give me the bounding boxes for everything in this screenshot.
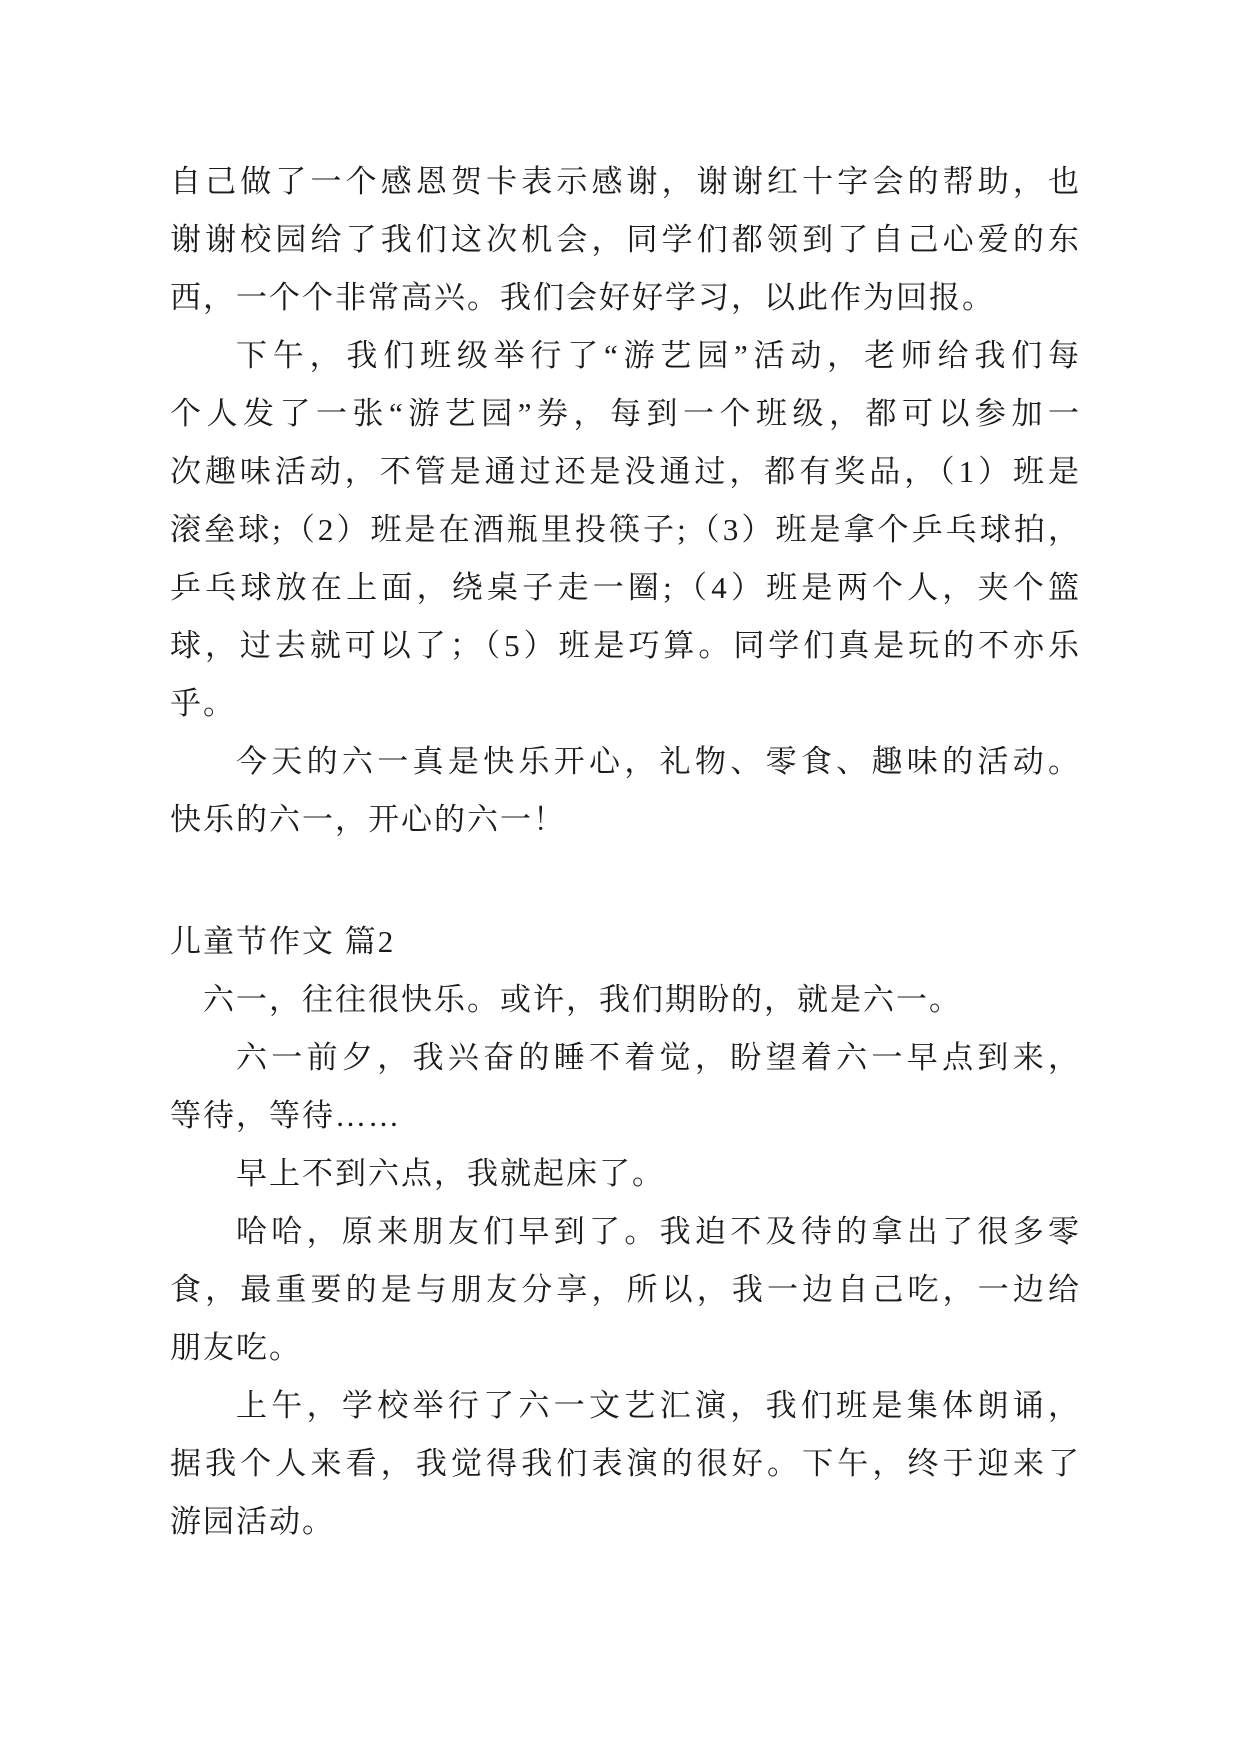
text-line: 次趣味活动，不管是通过还是没通过，都有奖品，（1）班是	[170, 454, 1081, 489]
text-line: 早上不到六点，我就起床了。	[236, 1156, 665, 1191]
essay-paragraph	[170, 1203, 1081, 1377]
essay-paragraph	[170, 1029, 1081, 1145]
text-line: 球，过去就可以了；（5）班是巧算。同学们真是玩的不亦乐	[170, 628, 1081, 663]
text-line: 等待，等待……	[170, 1098, 401, 1133]
text-line: 据我个人来看，我觉得我们表演的很好。下午，终于迎来了	[170, 1446, 1081, 1481]
essay-paragraph	[170, 153, 1081, 327]
text-line: 个人发了一张“游艺园”券，每到一个班级，都可以参加一	[170, 396, 1081, 431]
text-line: 朋友吃。	[170, 1330, 302, 1365]
text-line: 自己做了一个感恩贺卡表示感谢，谢谢红十字会的帮助，也	[170, 164, 1081, 199]
text-line: 乒乓球放在上面，绕桌子走一圈;（4）班是两个人，夹个篮	[170, 570, 1081, 605]
document-content	[170, 153, 1081, 1551]
text-line: 哈哈，原来朋友们早到了。我迫不及待的拿出了很多零	[236, 1214, 1081, 1249]
essay-paragraph	[170, 327, 1081, 733]
text-line: 西，一个个非常高兴。我们会好好学习，以此作为回报。	[170, 280, 995, 315]
text-line: 快乐的六一，开心的六一！	[170, 802, 566, 837]
section-heading: 儿童节作文 篇2	[170, 924, 396, 959]
essay-paragraph	[170, 1145, 1081, 1203]
text-line: 上午，学校举行了六一文艺汇演，我们班是集体朗诵，	[236, 1388, 1081, 1423]
text-line: 下午，我们班级举行了“游艺园”活动，老师给我们每	[236, 338, 1081, 373]
essay-paragraph	[170, 1377, 1081, 1551]
text-line: 食，最重要的是与朋友分享，所以，我一边自己吃，一边给	[170, 1272, 1081, 1307]
text-line: 谢谢校园给了我们这次机会，同学们都领到了自己心爱的东	[170, 222, 1081, 257]
text-line: 乎。	[170, 686, 236, 721]
text-line: 游园活动。	[170, 1504, 335, 1539]
text-line: 滚垒球;（2）班是在酒瓶里投筷子;（3）班是拿个乒乓球拍，	[170, 512, 1081, 547]
text-line: 六一，往往很快乐。或许，我们期盼的，就是六一。	[203, 982, 962, 1017]
essay-paragraph	[170, 733, 1081, 849]
text-line: 今天的六一真是快乐开心，礼物、零食、趣味的活动。	[236, 744, 1081, 779]
essay-paragraph	[170, 971, 1081, 1029]
text-line: 六一前夕，我兴奋的睡不着觉，盼望着六一早点到来，	[236, 1040, 1081, 1075]
